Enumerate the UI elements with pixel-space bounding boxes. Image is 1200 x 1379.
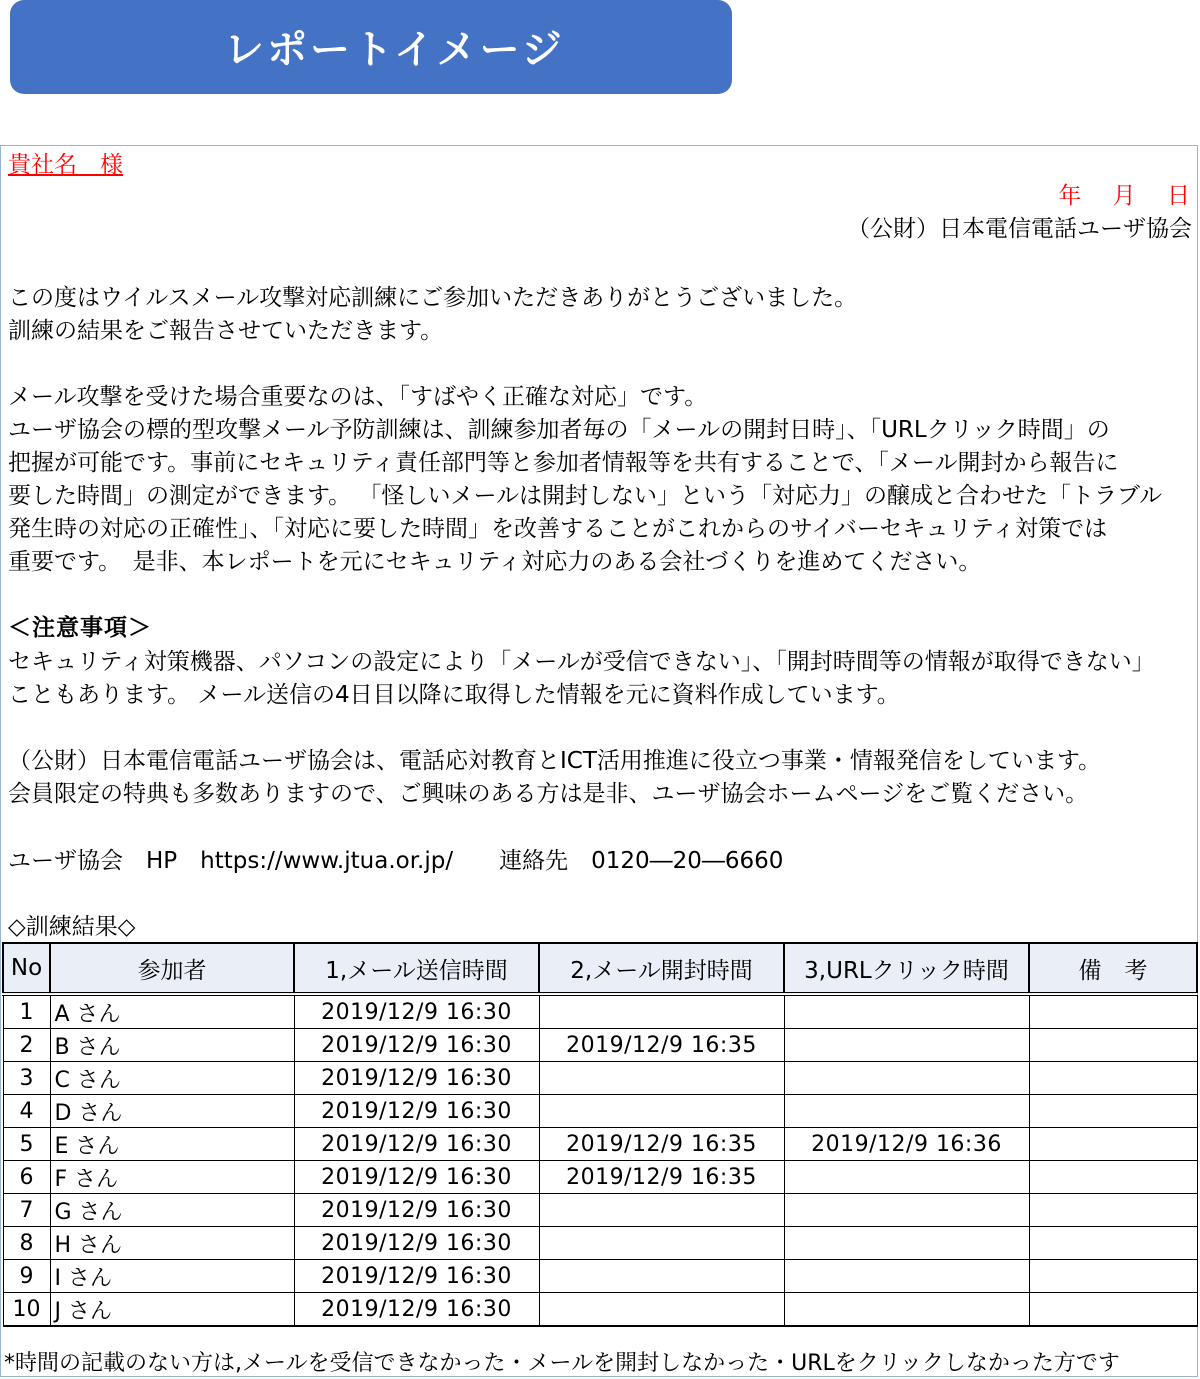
cell-participant: E さん	[50, 1128, 294, 1161]
notes-line-2: こともあります。 メール送信の4日目以降に取得した情報を元に資料作成しています。	[8, 682, 900, 708]
table-row	[3, 1194, 1197, 1227]
cell-participant: B さん	[50, 1029, 294, 1062]
col-header-sent-time: 1,メール送信時間	[294, 943, 539, 994]
table-header-row	[3, 943, 1197, 994]
cell-sent-time: 2019/12/9 16:30	[294, 994, 539, 1029]
results-footnote: *時間の記載のない方は,メールを受信できなかった・メールを開封しなかった・URLをクリックしなかった方です	[4, 1351, 1120, 1376]
table-row	[3, 1128, 1197, 1161]
importance-line-5: 発生時の対応の正確性」、「対応に要した時間」を改善することがこれからのサイバーセキュリティ対策では	[8, 516, 1108, 542]
cell-remarks	[1029, 1260, 1197, 1293]
cell-participant: H さん	[50, 1227, 294, 1260]
cell-remarks	[1029, 1029, 1197, 1062]
cell-no: 2	[3, 1029, 50, 1062]
notes-heading: ＜注意事項＞	[8, 615, 152, 641]
table-row	[3, 1260, 1197, 1293]
table-row	[3, 1293, 1197, 1327]
cell-no: 1	[3, 994, 50, 1029]
cell-no: 6	[3, 1161, 50, 1194]
cell-click-time	[784, 1062, 1029, 1095]
cell-open-time: 2019/12/9 16:35	[539, 1029, 784, 1062]
importance-line-6: 重要です。 是非、本レポートを元にセキュリティ対応力のある会社づくりを進めてください。	[8, 549, 982, 575]
about-line-1: （公財）日本電信電話ユーザ協会は、電話応対教育とICT活用推進に役立つ事業・情報発信をしています。	[8, 748, 1102, 774]
cell-sent-time: 2019/12/9 16:30	[294, 1029, 539, 1062]
cell-click-time	[784, 1095, 1029, 1128]
cell-remarks	[1029, 994, 1197, 1029]
table-row	[3, 1029, 1197, 1062]
col-header-open-time: 2,メール開封時間	[539, 943, 784, 994]
cell-click-time	[784, 1194, 1029, 1227]
recipient-name: 貴社名 様	[8, 152, 123, 178]
cell-click-time	[784, 1293, 1029, 1327]
cell-open-time	[539, 1095, 784, 1128]
importance-line-3: 把握が可能です。事前にセキュリティ責任部門等と参加者情報等を共有することで、「メール開封から報告に	[8, 450, 1119, 476]
results-table	[2, 942, 1198, 1327]
cell-sent-time: 2019/12/9 16:30	[294, 1161, 539, 1194]
table-row	[3, 994, 1197, 1029]
cell-participant: D さん	[50, 1095, 294, 1128]
cell-participant: I さん	[50, 1260, 294, 1293]
cell-participant: F さん	[50, 1161, 294, 1194]
cell-remarks	[1029, 1128, 1197, 1161]
cell-sent-time: 2019/12/9 16:30	[294, 1128, 539, 1161]
importance-line-4: 要した時間」の測定ができます。 「怪しいメールは開封しない」という「対応力」の醸成と合わせた「トラブル	[8, 483, 1163, 509]
cell-participant: G さん	[50, 1194, 294, 1227]
cell-sent-time: 2019/12/9 16:30	[294, 1062, 539, 1095]
cell-remarks	[1029, 1293, 1197, 1327]
cell-no: 10	[3, 1293, 50, 1327]
cell-participant: C さん	[50, 1062, 294, 1095]
cell-open-time	[539, 1194, 784, 1227]
contact-line: ユーザ協会 HP https://www.jtua.or.jp/ 連絡先 0120―20―6660	[8, 848, 784, 874]
cell-sent-time: 2019/12/9 16:30	[294, 1227, 539, 1260]
cell-click-time	[784, 994, 1029, 1029]
cell-remarks	[1029, 1095, 1197, 1128]
about-line-2: 会員限定の特典も多数ありますので、ご興味のある方は是非、ユーザ協会ホームページをご覧ください。	[8, 781, 1089, 807]
cell-open-time	[539, 1293, 784, 1327]
cell-no: 7	[3, 1194, 50, 1227]
col-header-remarks: 備 考	[1029, 943, 1197, 994]
cell-sent-time: 2019/12/9 16:30	[294, 1293, 539, 1327]
importance-line-1: メール攻撃を受けた場合重要なのは、「すばやく正確な対応」です。	[8, 384, 708, 410]
cell-open-time	[539, 994, 784, 1029]
table-row	[3, 1062, 1197, 1095]
table-row	[3, 1161, 1197, 1194]
cell-remarks	[1029, 1194, 1197, 1227]
notes-line-1: セキュリティ対策機器、パソコンの設定により「メールが受信できない」、「開封時間等の情報が取得できない」	[8, 649, 1155, 675]
col-header-click-time: 3,URLクリック時間	[784, 943, 1029, 994]
col-header-participant: 参加者	[50, 943, 294, 994]
cell-click-time	[784, 1029, 1029, 1062]
results-heading: ◇訓練結果◇	[8, 914, 136, 940]
cell-remarks	[1029, 1227, 1197, 1260]
cell-remarks	[1029, 1161, 1197, 1194]
intro-line-2: 訓練の結果をご報告させていただきます。	[8, 318, 444, 344]
cell-sent-time: 2019/12/9 16:30	[294, 1260, 539, 1293]
table-row	[3, 1227, 1197, 1260]
intro-line-1: この度はウイルスメール攻撃対応訓練にご参加いただきありがとうございました。	[8, 285, 858, 311]
cell-click-time: 2019/12/9 16:36	[784, 1128, 1029, 1161]
report-date: 年 月 日	[1058, 183, 1190, 209]
cell-no: 4	[3, 1095, 50, 1128]
cell-open-time	[539, 1227, 784, 1260]
cell-remarks	[1029, 1062, 1197, 1095]
cell-click-time	[784, 1161, 1029, 1194]
organization-name: （公財）日本電信電話ユーザ協会	[847, 216, 1192, 242]
table-row	[3, 1095, 1197, 1128]
cell-sent-time: 2019/12/9 16:30	[294, 1095, 539, 1128]
cell-no: 8	[3, 1227, 50, 1260]
importance-line-2: ユーザ協会の標的型攻撃メール予防訓練は、訓練参加者毎の「メールの開封日時」、「URLクリック時間」の	[8, 417, 1110, 443]
cell-no: 9	[3, 1260, 50, 1293]
banner-title: レポートイメージ	[224, 27, 565, 73]
cell-sent-time: 2019/12/9 16:30	[294, 1194, 539, 1227]
col-header-no: No	[3, 943, 50, 994]
cell-no: 5	[3, 1128, 50, 1161]
cell-participant: J さん	[50, 1293, 294, 1327]
cell-click-time	[784, 1260, 1029, 1293]
cell-no: 3	[3, 1062, 50, 1095]
cell-participant: A さん	[50, 994, 294, 1029]
cell-open-time: 2019/12/9 16:35	[539, 1128, 784, 1161]
cell-open-time	[539, 1260, 784, 1293]
cell-open-time	[539, 1062, 784, 1095]
report-banner	[10, 0, 732, 94]
cell-click-time	[784, 1227, 1029, 1260]
cell-open-time: 2019/12/9 16:35	[539, 1161, 784, 1194]
